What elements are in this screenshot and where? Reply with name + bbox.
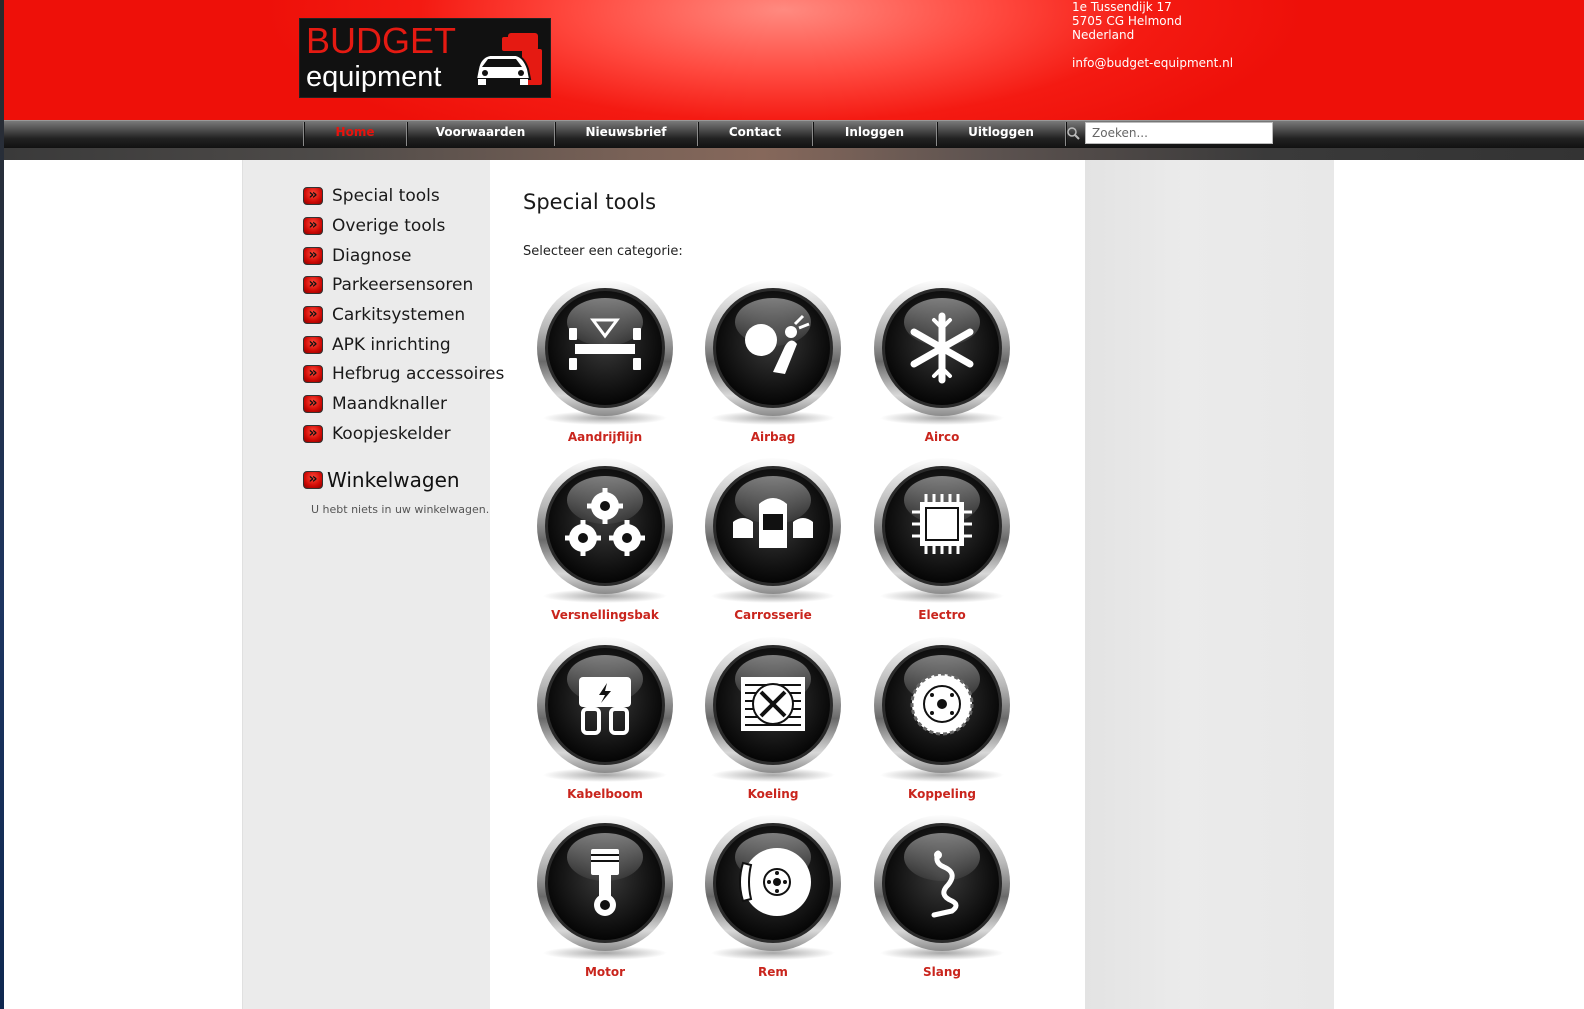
category-tile-koppeling[interactable] [867,637,1017,809]
radiator-fan-icon [703,637,843,783]
sidebar-item-hefbrug-accessoires[interactable] [303,362,504,386]
sidebar-item-label: Special tools [332,186,440,206]
category-tile-label: Motor [584,965,626,979]
arrow-bullet-icon [303,306,323,324]
clutch-icon [872,637,1012,783]
category-tile-airbag[interactable] [698,280,848,452]
address-country: Nederland [1072,28,1135,42]
nav-item-nieuwsbrief[interactable]: Nieuwsbrief [585,125,667,139]
contact-email-link[interactable]: info@budget-equipment.nl [1072,56,1234,70]
category-tile-label: Carrosserie [734,608,812,622]
nav-decoration-strip [4,148,1584,160]
nav-item-contact[interactable]: Contact [728,125,782,139]
right-column [1085,160,1334,1009]
arrow-bullet-icon [303,471,323,489]
nav-item-inloggen[interactable]: Inloggen [844,125,905,139]
header [4,0,1584,120]
logo-text-budget: BUDGET [306,20,457,61]
cart-title: Winkelwagen [327,468,460,492]
cart-heading[interactable] [303,466,460,494]
arrow-bullet-icon [303,187,323,205]
sidebar-item-overige-tools[interactable] [303,214,445,238]
category-tile-rem[interactable] [698,815,848,987]
sidebar-item-label: APK inrichting [332,335,451,355]
category-tile-label: Airbag [750,430,796,444]
sidebar-item-label: Maandknaller [332,394,447,414]
gears-icon [535,458,675,604]
category-tile-koeling[interactable] [698,637,848,809]
category-tile-carrosserie[interactable] [698,458,848,630]
piston-icon [535,815,675,961]
category-tile-slang[interactable] [867,815,1017,987]
sidebar-item-label: Overige tools [332,216,446,236]
sidebar-item-special-tools[interactable] [303,184,440,208]
category-tile-label: Airco [924,430,960,444]
address-street: 1e Tussendijk 17 [1072,0,1172,14]
nav-item-uitloggen[interactable]: Uitloggen [968,125,1034,139]
arrow-bullet-icon [303,425,323,443]
logo-text-equipment: equipment [306,61,442,93]
nav-item-voorwaarden[interactable]: Voorwaarden [435,125,526,139]
category-tile-airco[interactable] [867,280,1017,452]
magnifier-icon[interactable] [1066,126,1080,140]
arrow-bullet-icon [303,336,323,354]
cart-empty-message: U hebt niets in uw winkelwagen. [311,503,490,516]
search-input[interactable] [1085,122,1273,144]
sidebar-item-label: Hefbrug accessoires [332,364,505,384]
car-logo-icon [472,29,544,91]
snowflake-icon [872,280,1012,426]
category-tile-label: Versnellingsbak [551,608,659,622]
category-tile-motor[interactable] [530,815,680,987]
sidebar-item-diagnose[interactable] [303,244,412,268]
category-tile-label: Rem [758,965,788,979]
arrow-bullet-icon [303,247,323,265]
arrow-bullet-icon [303,365,323,383]
arrow-bullet-icon [303,395,323,413]
sidebar-item-parkeersensoren[interactable] [303,273,473,297]
sidebar-item-apk-inrichting[interactable] [303,333,451,357]
brake-disc-icon [703,815,843,961]
airbag-icon [703,280,843,426]
sidebar-item-label: Parkeersensoren [332,275,474,295]
address-postal-city: 5705 CG Helmond [1072,14,1182,28]
category-tile-label: Koeling [747,787,799,801]
contact-address [1072,0,1233,70]
sidebar-item-carkitsystemen[interactable] [303,303,465,327]
category-tile-label: Aandrijflijn [567,430,643,444]
category-tile-kabelboom[interactable] [530,637,680,809]
category-tile-label: Electro [918,608,966,622]
arrow-bullet-icon [303,276,323,294]
connector-icon [535,637,675,783]
category-prompt: Selecteer een categorie: [523,244,683,259]
sidebar-item-label: Koopjeskelder [332,424,451,444]
drivetrain-icon [535,280,675,426]
sidebar-item-label: Diagnose [332,246,412,266]
category-tile-label: Slang [923,965,961,979]
sidebar-item-maandknaller[interactable] [303,392,447,416]
site-logo[interactable] [299,18,551,98]
chip-icon [872,458,1012,604]
category-tile-electro[interactable] [867,458,1017,630]
category-tile-aandrijflijn[interactable] [530,280,680,452]
arrow-bullet-icon [303,217,323,235]
category-tile-versnellingsbak[interactable] [530,458,680,630]
hose-icon [872,815,1012,961]
sidebar-item-koopjeskelder[interactable] [303,422,451,446]
nav-item-home[interactable]: Home [335,125,375,139]
category-tile-label: Koppeling [907,787,976,801]
car-body-icon [703,458,843,604]
sidebar-item-label: Carkitsystemen [332,305,466,325]
page-title: Special tools [523,190,657,214]
category-tile-label: Kabelboom [567,787,643,801]
